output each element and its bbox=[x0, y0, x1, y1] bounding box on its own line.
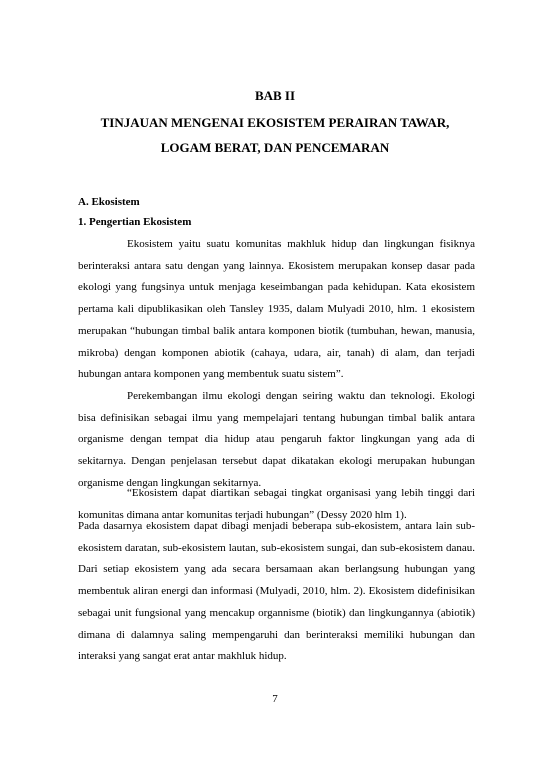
page-number: 7 bbox=[272, 693, 278, 705]
chapter-label: BAB II bbox=[254, 88, 296, 103]
chapter-title-line-1: TINJAUAN MENGENAI EKOSISTEM PERAIRAN TAWAR, bbox=[100, 115, 450, 130]
subsection-heading-pengertian: 1. Pengertian Ekosistem bbox=[78, 216, 192, 228]
chapter-title-line-2: LOGAM BERAT, DAN PENCEMARAN bbox=[160, 140, 390, 155]
paragraph-3-quote: “Ekosistem dapat diartikan sebagai tingkat organisasi yang lebih tinggi dari komunitas dimana antar komunitas terjadi hubungan” (Dessy 2020 hlm 1). bbox=[78, 487, 475, 521]
paragraph-4: Pada dasarnya ekosistem dapat dibagi menjadi beberapa sub-ekosistem, antara lain sub-ekosistem daratan, sub-ekosistem lautan, sub-ekosistem sungai, dan sub-ekosistem danau. Dari setiap ekosistem yang ada secara bersamaan akan berlangsung hubungan yang membentuk aliran energi dan informasi (Mulyadi, 2010, hlm. 2). Ekosistem didefinisikan sebagai unit fungsional yang mencakup organnisme (biotik) dan lingkungannya (abiotik) dimana di dalamnya saling mempengaruhi dan berinteraksi memiliki hubungan dan interaksi yang sangat erat antar makhluk hidup. bbox=[78, 520, 475, 663]
paragraph-1: Ekosistem yaitu suatu komunitas makhluk hidup dan lingkungan fisiknya berinteraksi antara satu dengan yang lainnya. Ekosistem merupakan konsep dasar pada ekologi yang fungsinya untuk menjaga keseimbangan pada kehidupan. Kata ekosistem pertama kali dipublikasikan oleh Tansley 1935, dalam Mulyadi 2010, hlm. 1 ekosistem merupakan “hubungan timbal balik antara komponen biotik (tumbuhan, hewan, manusia, mikroba) dengan komponen abiotik (cahaya, udara, air, tanah) di alam, dan terjadi hubungan antara komponen yang membentuk suatu sistem”. bbox=[78, 238, 475, 381]
paragraph-2: Perekembangan ilmu ekologi dengan seiring waktu dan teknologi. Ekologi bisa definisikan sebagai ilmu yang mempelajari tentang hubungan timbal balik antara organisme dengan tempat dia hidup atau pengaruh faktor lingkungan yang ada di sekitarnya. Dengan penjelasan tersebut dapat dikatakan ekologi merupakan hubungan organisme dengan lingkungan sekitarnya. bbox=[78, 390, 475, 489]
section-heading-ekosistem: A. Ekosistem bbox=[78, 196, 140, 208]
